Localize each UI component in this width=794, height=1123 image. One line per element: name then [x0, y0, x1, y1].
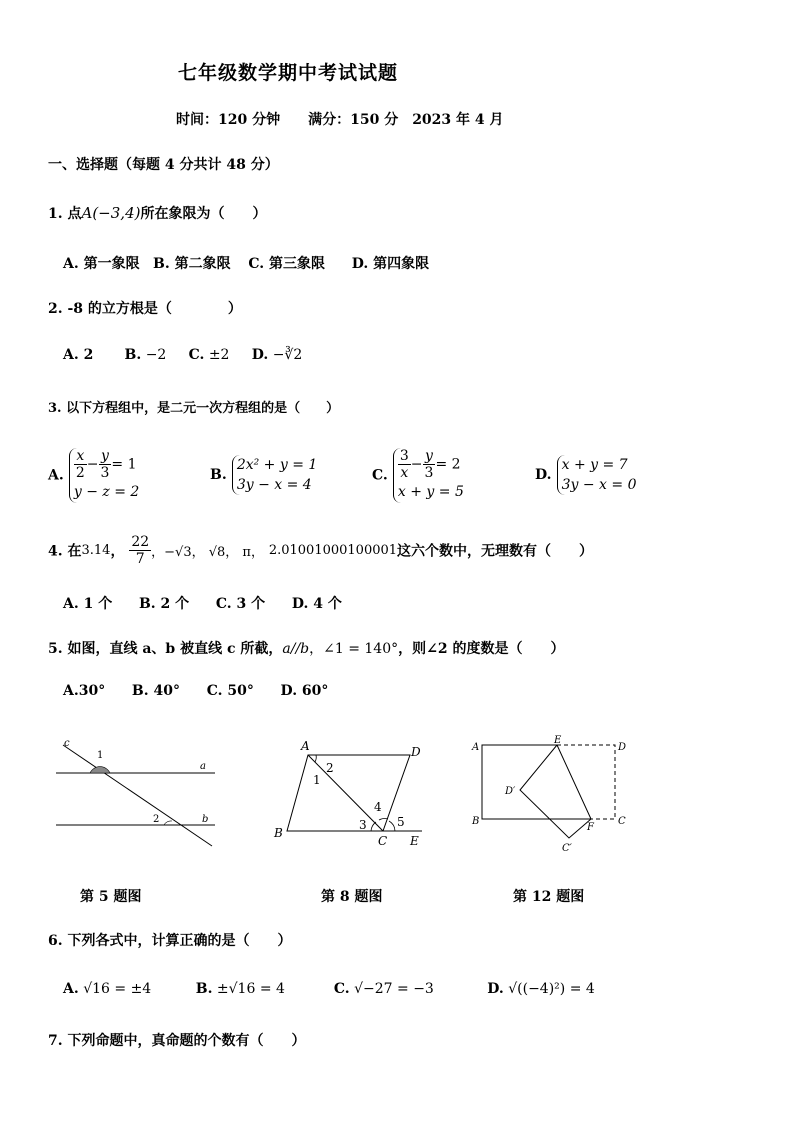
q3-option-b — [210, 455, 317, 495]
q3-option-c — [372, 448, 464, 503]
q3-option-a — [48, 448, 139, 503]
q6-option-d-value: √((−4)²) = 4 — [508, 981, 595, 997]
fig8-label-3: 3 — [359, 818, 367, 832]
q5-option-c: C. 50° — [206, 683, 254, 699]
q1-option-b: B. 第二象限 — [152, 256, 231, 272]
q3c-frac2: $\frac{y}{3}$ — [424, 448, 434, 481]
question-1 — [48, 203, 266, 223]
question-7: 7. 下列命题中，真命题的个数有（ ） — [48, 1033, 306, 1049]
fig12-label-e: E — [554, 735, 562, 746]
q4-fraction: $\frac{22}{7}$ — [131, 534, 150, 567]
q1-option-a: A. 第一象限 — [63, 256, 140, 272]
question-6: 6. 下列各式中，计算正确的是（ ） — [48, 933, 292, 949]
q2-option-c-value: ±2 — [208, 347, 230, 363]
fig5-caption: 第 5 题图 — [80, 889, 142, 905]
fig12-label-c: C — [618, 816, 626, 827]
q6-options — [63, 981, 595, 997]
q6-option-d-label: D. — [487, 981, 504, 997]
figure-12 — [471, 735, 626, 854]
fig8-label-c: C — [378, 834, 388, 848]
q3b-row2: 3y − x = 4 — [236, 477, 312, 493]
section-title: 一、选择题（每题 4 分共计 48 分） — [48, 157, 279, 173]
fig8-label-d: D — [411, 745, 421, 759]
q4-number: 2.01001000100001 — [268, 543, 398, 558]
q2-option-c-label: C. — [188, 347, 205, 363]
q5-condition: a//b — [282, 641, 310, 657]
fig12-label-d: D — [618, 742, 627, 753]
fig5-label-1: 1 — [97, 750, 104, 761]
fig12-label-f: F — [587, 822, 594, 833]
q3-system-d — [557, 455, 637, 495]
fig12-label-b: B — [472, 816, 480, 827]
q5-angle: ，∠1 = 140° — [309, 641, 399, 657]
q1-suffix: 所在象限为（ ） — [140, 206, 267, 222]
q3c-frac1: $\frac{3}{x}$ — [399, 448, 409, 481]
q1-options — [63, 253, 429, 273]
question-3: 3. 以下方程组中，是二元一次方程组的是（ ） — [48, 401, 340, 416]
question-5: 5. 如图，直线 a、b 被直线 c 所截，a//b，∠1 = 140°，则∠2 的度数是（ ） — [48, 641, 565, 657]
q1-option-c: C. 第三象限 — [248, 256, 326, 272]
q3-system-c: $\frac{3}{x}$ − $\frac{y}{3}$ = 2 x + y = 5 — [393, 448, 464, 503]
fig8-label-a: A — [301, 739, 310, 753]
q4-option-a: A. 1 个 — [63, 596, 113, 612]
fig8-label-b: B — [274, 826, 283, 840]
q3-system-b — [232, 455, 318, 495]
figure-5 — [56, 738, 215, 846]
page-title: 七年级数学期中考试试题 — [178, 62, 399, 84]
exam-info: 时间：120 分钟 满分：150 分 2023 年 4 月 — [176, 112, 504, 128]
q4-items: ，−√3， √8， π， — [151, 545, 264, 560]
q3a-frac2: $\frac{y}{3}$ — [100, 448, 110, 481]
fig12-label-d-prime: D′ — [505, 786, 516, 797]
q3d-row2: 3y − x = 0 — [561, 477, 637, 493]
q4-option-c: C. 3 个 — [215, 596, 266, 612]
q3d-row1: x + y = 7 — [561, 457, 628, 473]
fig5-label-a: a — [200, 761, 206, 772]
fig12-label-c-prime: C′ — [562, 843, 572, 854]
fig8-label-1: 1 — [313, 773, 321, 787]
fig8-label-4: 4 — [374, 800, 382, 814]
q2-option-d-label: D. — [251, 347, 269, 363]
q2-option-b-value: −2 — [145, 347, 167, 363]
q4-option-b: B. 2 个 — [138, 596, 190, 612]
q1-point: A(−3,4) — [81, 204, 141, 222]
q2-option-a: A. 2 — [63, 347, 94, 363]
question-4: 4. 在3.14， $\frac{22}{7}$ ，−√3， √8， π， 2.01001000100001这六个数中，无理数有（ ） — [48, 534, 594, 567]
q5-option-a: A.30° — [63, 683, 106, 699]
q3b-row1: 2x² + y = 1 — [236, 457, 318, 473]
q4-options — [63, 593, 342, 613]
fig5-label-b: b — [202, 814, 209, 825]
question-2: 2. -8 的立方根是（ ） — [48, 301, 242, 317]
figure-8 — [273, 739, 422, 848]
q3a-row2: y − z = 2 — [73, 484, 140, 500]
q1-option-d: D. 第四象限 — [351, 256, 430, 272]
q6-option-c-label: C. — [333, 981, 350, 997]
q2-option-b-label: B. — [124, 347, 142, 363]
q3c-row2: x + y = 5 — [397, 484, 464, 500]
q6-option-a-value: √16 = ±4 — [83, 981, 152, 997]
fig8-label-e: E — [410, 834, 419, 848]
q6-option-b-value: ±√16 = 4 — [216, 981, 285, 997]
q2-options — [63, 347, 302, 363]
q3a-frac1: $\frac{x}{2}$ — [75, 448, 85, 481]
q6-option-a-label: A. — [63, 981, 79, 997]
q3-label-a: A. — [48, 467, 64, 484]
q3-system-a: $\frac{x}{2}$ − $\frac{y}{3}$ = 1 y − z = 2 — [69, 448, 139, 503]
figures-row — [0, 728, 794, 858]
q5-options — [63, 683, 328, 699]
q6-option-b-label: B. — [195, 981, 213, 997]
q3-label-c: C. — [372, 467, 388, 484]
q1-prefix: 1. 点 — [48, 206, 82, 222]
q3-label-b: B. — [210, 467, 227, 483]
fig8-label-2: 2 — [326, 761, 334, 775]
q3-label-d: D. — [535, 467, 552, 483]
fig5-label-c: c — [64, 738, 70, 749]
q4-suffix: 这六个数中，无理数有（ ） — [397, 543, 594, 560]
q2-option-d-value: −∛2 — [272, 347, 303, 363]
q3-option-d — [535, 455, 637, 495]
fig8-caption: 第 8 题图 — [321, 889, 383, 905]
fig8-label-5: 5 — [397, 815, 405, 829]
q4-option-d: D. 4 个 — [291, 596, 342, 612]
q5-option-d: D. 60° — [280, 683, 329, 699]
fig12-label-a: A — [472, 742, 480, 753]
q5-option-b: B. 40° — [131, 683, 180, 699]
fig5-label-2: 2 — [153, 814, 160, 825]
fig12-caption: 第 12 题图 — [513, 889, 585, 905]
q6-option-c-value: √−27 = −3 — [354, 981, 434, 997]
